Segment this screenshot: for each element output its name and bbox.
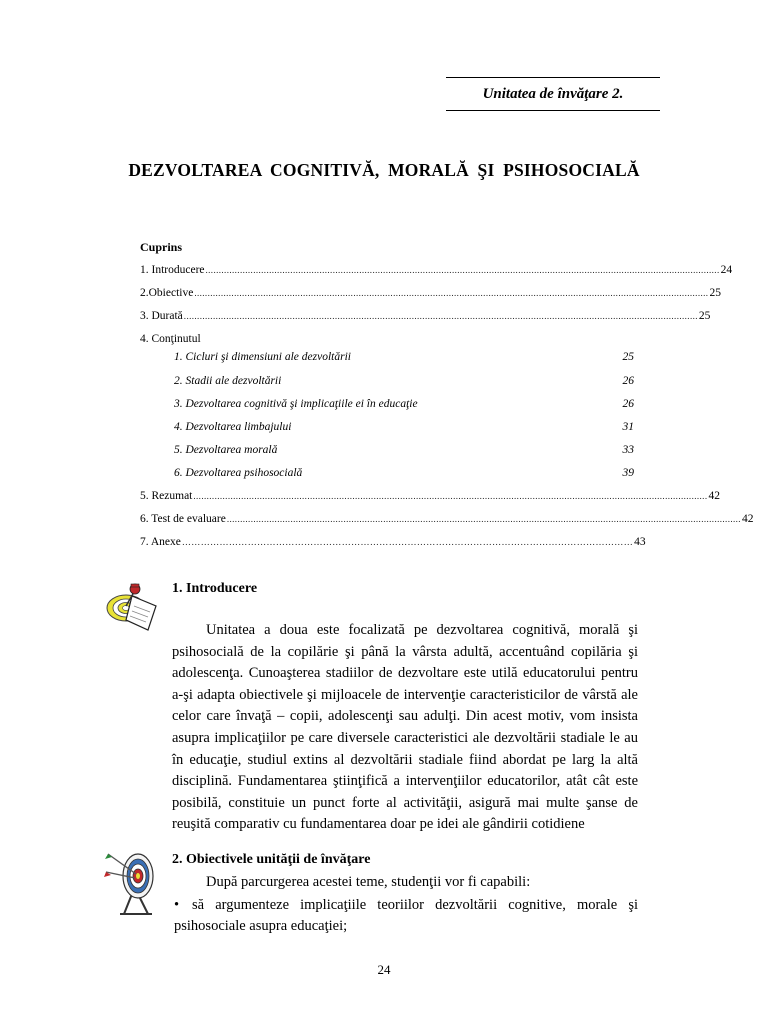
page-number: 24 [377, 962, 391, 977]
toc-sub-item-page: 39 [622, 467, 634, 479]
section-heading-introduction: 1. Introducere [172, 581, 258, 596]
toc-item-page: 24 [720, 264, 733, 276]
toc-item-page: 42 [708, 490, 720, 502]
toc-sub-item[interactable] [174, 398, 634, 414]
toc-item[interactable]: 3. Durată .................................................................................................................................................................................................. 25 [140, 310, 711, 322]
toc-item-page: 25 [709, 287, 721, 299]
section-heading-objectives: 2. Obiectivele unităţii de învăţare [172, 852, 371, 867]
pushpin-target-note-icon [104, 576, 160, 632]
toc-item-label: 6. Test de evaluare [140, 513, 226, 525]
toc-sub-item-page: 26 [622, 375, 634, 387]
toc-sub-item-page: 31 [622, 421, 634, 433]
toc-item-label: 7. Anexe [140, 536, 181, 548]
toc-sub-item[interactable] [174, 351, 634, 367]
introduction-paragraph: Unitatea a doua este focalizată pe dezvoltarea cognitivă, morală şi psihosocială de la copilărie şi până la vârsta adultă, accentuând copilăria şi adolescenţa. Cunoaşterea stadiilor de dezvoltare este utilă educatorului pentru a-şi adapta obiectivele şi mijloacele de intervenţie caracteristicilor de vârstă ale celor care învaţă – copii, adolescenţi sau adulţi. Din acest motiv, vom insista asupra implicaţiilor pe care diversele caracteristici ale dezvoltării stadiale le au în educaţie, studiul extins al dezvoltării stadiale fiind abordat pe larg la altă disciplină. Fundamentarea ştiinţifică a intervenţiilor educatorilor, atât cât este posibilă, constituie un punct forte al activităţii, asigură mai multe şanse de reuşită comparativ cu fundamentarea doar pe idei ale gândirii cotidiene [172, 622, 638, 833]
toc-item[interactable]: 5. Rezumat .................................................................................................................................................................................................. 42 [140, 490, 720, 502]
toc-sub-item-label: 5. Dezvoltarea morală [174, 444, 278, 456]
toc-sub-item-page: 33 [622, 444, 634, 456]
toc-sub-item[interactable] [174, 421, 634, 437]
toc-sub-item-page: 26 [622, 398, 634, 410]
toc-item[interactable]: 6. Test de evaluare .................................................................................................................................................................................................. 42 [140, 513, 754, 525]
bullet-icon: • [174, 897, 180, 913]
toc-sub-item-label: 4. Dezvoltarea limbajului [174, 421, 292, 433]
toc-content-label: 4. Conţinutul [140, 333, 201, 345]
toc-heading: Cuprins [140, 240, 183, 254]
toc-sub-item[interactable] [174, 444, 634, 460]
toc-sub-item-label: 1. Cicluri şi dimensiuni ale dezvoltării [174, 351, 351, 363]
toc-item[interactable]: 1. Introducere .................................................................................................................................................................................................. 24 [140, 264, 733, 276]
toc-sub-item[interactable] [174, 375, 634, 391]
toc-sub-item-label: 3. Dezvoltarea cognitivă şi implicaţiile ei în educaţie [174, 398, 418, 410]
toc-item-page: 25 [698, 310, 711, 322]
toc-sub-item-label: 2. Stadii ale dezvoltării [174, 375, 282, 387]
toc-item-label: 5. Rezumat [140, 490, 193, 502]
toc-item[interactable]: 2.Obiective .................................................................................................................................................................................................. 25 [140, 287, 721, 299]
toc-item-label: 2.Obiective [140, 287, 194, 299]
toc-sub-item-page: 25 [622, 351, 634, 363]
toc-item-page: 43 [634, 536, 646, 548]
toc-item-label: 1. Introducere [140, 264, 205, 276]
page-title: DEZVOLTAREA COGNITIVĂ, MORALĂ ŞI PSIHOSOCIALĂ [128, 160, 640, 180]
toc-sub-item-label: 6. Dezvoltarea psihosocială [174, 467, 303, 479]
dartboard-icon [102, 850, 162, 916]
toc-sub-item[interactable] [174, 467, 634, 483]
objectives-intro: După parcurgerea acestei teme, studenţii vor fi capabili: [206, 874, 531, 890]
toc-item-page: 42 [741, 513, 754, 525]
toc-item[interactable]: 7. Anexe ……………………………………………………………………………………………………………………………… 43 [140, 536, 646, 548]
objective-text: să argumenteze implicaţiile teoriilor dezvoltării cognitive, morale şi psihosociale asupra educaţiei; [174, 897, 638, 934]
unit-label: Unitatea de învăţare 2. [446, 77, 660, 111]
toc-item-label: 3. Durată [140, 310, 183, 322]
list-item [174, 895, 638, 937]
